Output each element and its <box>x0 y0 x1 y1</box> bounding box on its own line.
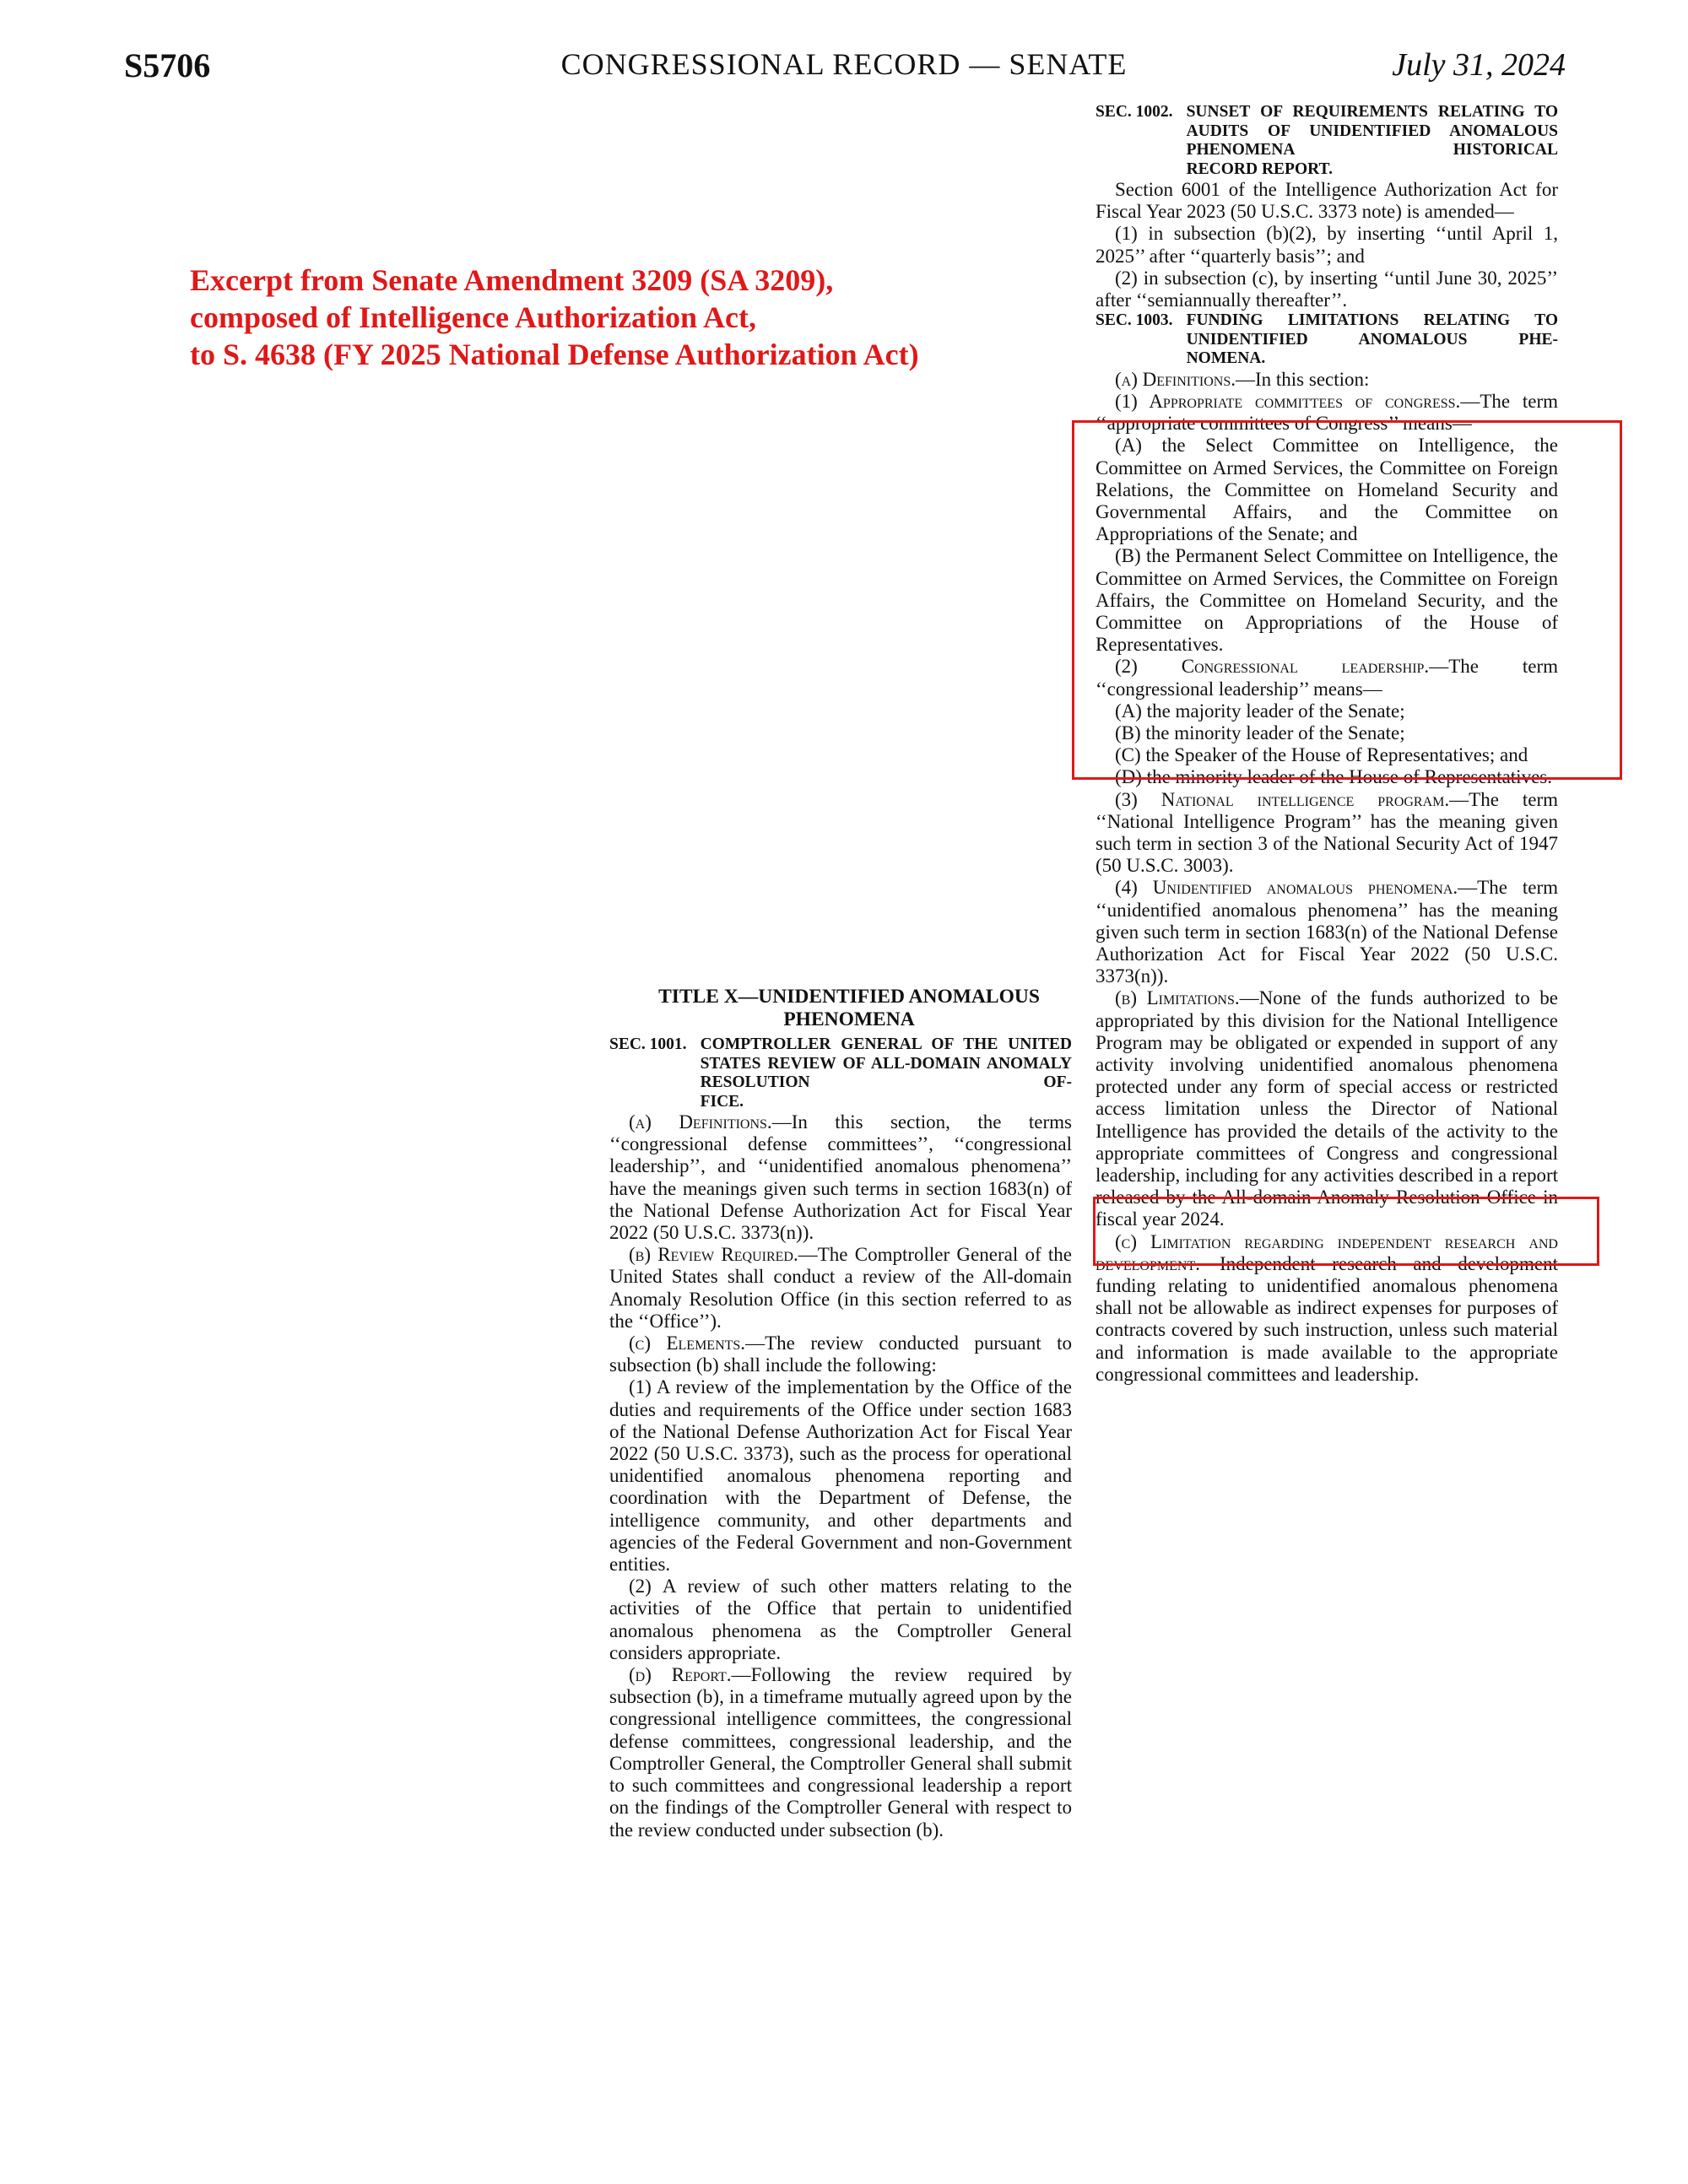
paragraph-1003-a1B: (B) the Permanent Select Committee on Intelligence, the Committee on Armed Services, the Committee on Foreign Affairs, the Committee on Homeland Security, and the Committee on Appropriations of the House of Representatives. <box>1096 545 1558 656</box>
section-heading-text <box>1187 103 1558 179</box>
excerpt-annotation-line: Excerpt from Senate Amendment 3209 (SA 3209), <box>190 263 834 297</box>
paragraph-text: —The Comptroller General of the United States shall conduct a review of the All-domain Anomaly Resolution Office (in this section referred to as the ‘‘Office’’). <box>609 1244 1072 1332</box>
excerpt-annotation-line: to S. 4638 (FY 2025 National Defense Authorization Act) <box>190 338 919 371</box>
section-1002-heading <box>1096 103 1558 179</box>
section-heading-last: NOMENA. <box>1186 349 1266 368</box>
paragraph-label: (b) Limitations. <box>1115 987 1240 1009</box>
paragraph-label: (3) National intelligence program. <box>1115 788 1450 810</box>
publication-date: July 31, 2024 <box>1392 47 1566 83</box>
section-number: SEC. 1003. <box>1096 311 1173 330</box>
paragraph-1003-a3 <box>1096 789 1558 878</box>
paragraph-text: —In this section, the terms ‘‘congressional defense committees’’, ‘‘congressional leadership’’, and ‘‘unidentified anomalous phenomena’’ have the meanings given such terms in section 1683(n) of the National Defense Authorization Act for Fiscal Year 2022 (50 U.S.C. 3373(n)). <box>609 1111 1072 1244</box>
section-heading-text <box>701 1035 1072 1111</box>
page-number: S5706 <box>124 46 211 84</box>
title-line: TITLE X—UNIDENTIFIED ANOMALOUS <box>658 986 1040 1008</box>
paragraph-text: —The term ‘‘congressional leadership’’ means— <box>1096 656 1558 700</box>
paragraph-1001-c2: (2) A review of such other matters relating to the activities of the Office that pertain to unidentified anomalous phenomena as the Comptroller General considers appropriate. <box>609 1576 1072 1663</box>
paragraph-1003-a2B: (B) the minority leader of the Senate; <box>1115 722 1405 743</box>
paragraph-text: —In this section: <box>1235 368 1370 390</box>
section-1001-heading <box>609 1035 1072 1111</box>
publication-title: CONGRESSIONAL RECORD — SENATE <box>560 47 1128 81</box>
title-line: PHENOMENA <box>783 1008 915 1030</box>
paragraph-1003-a2A: (A) the majority leader of the Senate; <box>1115 700 1405 722</box>
paragraph-1001-b <box>609 1244 1072 1333</box>
paragraph-label: (d) Report. <box>629 1664 732 1686</box>
section-heading-body: SUNSET OF REQUIREMENTS RELATING TO AUDITS OF UNIDENTIFIED ANOMALOUS PHENOMENA HISTORICAL <box>1186 103 1558 159</box>
paragraph-1003-a2D: (D) the minority leader of the House of Representatives. <box>1115 766 1552 788</box>
excerpt-annotation-line: composed of Intelligence Authorization Act, <box>190 300 756 334</box>
paragraph-1003-a4 <box>1096 877 1558 987</box>
paragraph-text: —The term ‘‘unidentified anomalous phenomena’’ has the meaning given such term in section 1683(n) of the National Defense Authorization Act for Fiscal Year 2022 (50 U.S.C. 3373(n)). <box>1096 877 1558 987</box>
paragraph-1003-a <box>1096 369 1558 391</box>
paragraph-label: (a) Definitions. <box>1115 368 1236 390</box>
paragraph-1002-intro: Section 6001 of the Intelligence Authorization Act for Fiscal Year 2023 (50 U.S.C. 3373 note) is amended— <box>1096 179 1558 223</box>
paragraph-text: —Independent research and development funding relating to unidentified anomalous phenomena shall not be allowable as indirect expenses for purposes of contracts covered by such instruction, unless such material and information is made available to the appropriate congressional committees and leadership. <box>1096 1252 1558 1385</box>
section-heading-last: RECORD REPORT. <box>1186 159 1333 178</box>
paragraph-text: —The term ‘‘appropriate committees of Congress’’ means— <box>1096 390 1558 435</box>
paragraph-1003-a1A: (A) the Select Committee on Intelligence, the Committee on Armed Services, the Committee on Foreign Relations, the Committee on Homeland Security and Governmental Affairs, and the Committee on Appropriations of the Senate; and <box>1096 435 1558 545</box>
paragraph-text: —None of the funds authorized to be appropriated by this division for the National Intelligence Program may be obligated or expended in support of any activity involving unidentified anomalous phenomena protected under any form of special access or restricted access limitation unless the Director of National Intelligence has provided the details of the activity to the appropriate committees of Congress and congressional leadership, including for any activities described in a report released by the All-domain Anomaly Resolution Office in fiscal year 2024. <box>1096 987 1558 1230</box>
section-heading-last: FICE. <box>700 1092 744 1111</box>
section-1003-heading <box>1096 311 1558 369</box>
paragraph-1001-d <box>609 1664 1072 1841</box>
paragraph-1003-b <box>1096 987 1558 1230</box>
paragraph-label: (c) Limitation regarding independent research and development. <box>1096 1230 1558 1274</box>
paragraph-label: (b) Review Required. <box>629 1244 798 1266</box>
paragraph-label: (4) Unidentified anomalous phenomena. <box>1115 877 1458 899</box>
paragraph-1001-c <box>609 1333 1072 1376</box>
paragraph-label: (2) Congressional leadership. <box>1115 656 1430 678</box>
section-heading-text <box>1187 311 1558 369</box>
section-number: SEC. 1001. <box>609 1035 687 1053</box>
paragraph-text: —The review conducted pursuant to subsection (b) shall include the following: <box>609 1333 1072 1376</box>
paragraph-1003-a2C: (C) the Speaker of the House of Representatives; and <box>1115 744 1528 766</box>
paragraph-text: —The term ‘‘National Intelligence Program’’ has the meaning given such term in section 3 of the National Security Act of 1947 (50 U.S.C. 3003). <box>1096 788 1559 877</box>
paragraph-text: —Following the review required by subsection (b), in a timeframe mutually agreed upon by the congressional intelligence committees, the congressional defense committees, congressional leadership, and the Comptroller General, the Comptroller General shall submit to such committees and congressional leadership a report on the findings of the Comptroller General with respect to the review conducted under subsection (b). <box>609 1664 1072 1841</box>
title-heading <box>626 986 1072 1030</box>
paragraph-1001-a <box>609 1111 1072 1244</box>
paragraph-1002-2: (2) in subsection (c), by inserting ‘‘until June 30, 2025’’ after ‘‘semiannually thereafter’’. <box>1096 267 1558 311</box>
paragraph-label: (a) Definitions. <box>629 1111 772 1133</box>
middle-column <box>609 986 1072 1841</box>
excerpt-annotation <box>190 262 1051 373</box>
paragraph-label: (1) Appropriate committees of congress. <box>1115 390 1461 412</box>
section-heading-body: FUNDING LIMITATIONS RELATING TO UNIDENTIFIED ANOMALOUS PHE- <box>1186 311 1558 349</box>
paragraph-1002-1: (1) in subsection (b)(2), by inserting ‘‘until April 1, 2025’’ after ‘‘quarterly basis’’; and <box>1096 223 1558 267</box>
paragraph-1001-c1: (1) A review of the implementation by the Office of the duties and requirements of the Office under section 1683 of the National Defense Authorization Act for Fiscal Year 2022 (50 U.S.C. 3373), such as the process for operational unidentified anomalous phenomena reporting and coordination with the Department of Defense, the intelligence community, and other departments and agencies of the Federal Government and non-Government entities. <box>609 1376 1072 1576</box>
paragraph-label: (c) Elements. <box>629 1333 746 1354</box>
highlight-box-limitations <box>1093 1197 1599 1266</box>
highlight-box-definitions <box>1072 420 1622 780</box>
section-heading-body: COMPTROLLER GENERAL OF THE UNITED STATES REVIEW OF ALL-DOMAIN ANOMALY RESOLUTION OF- <box>700 1035 1072 1091</box>
section-number: SEC. 1002. <box>1096 103 1173 121</box>
